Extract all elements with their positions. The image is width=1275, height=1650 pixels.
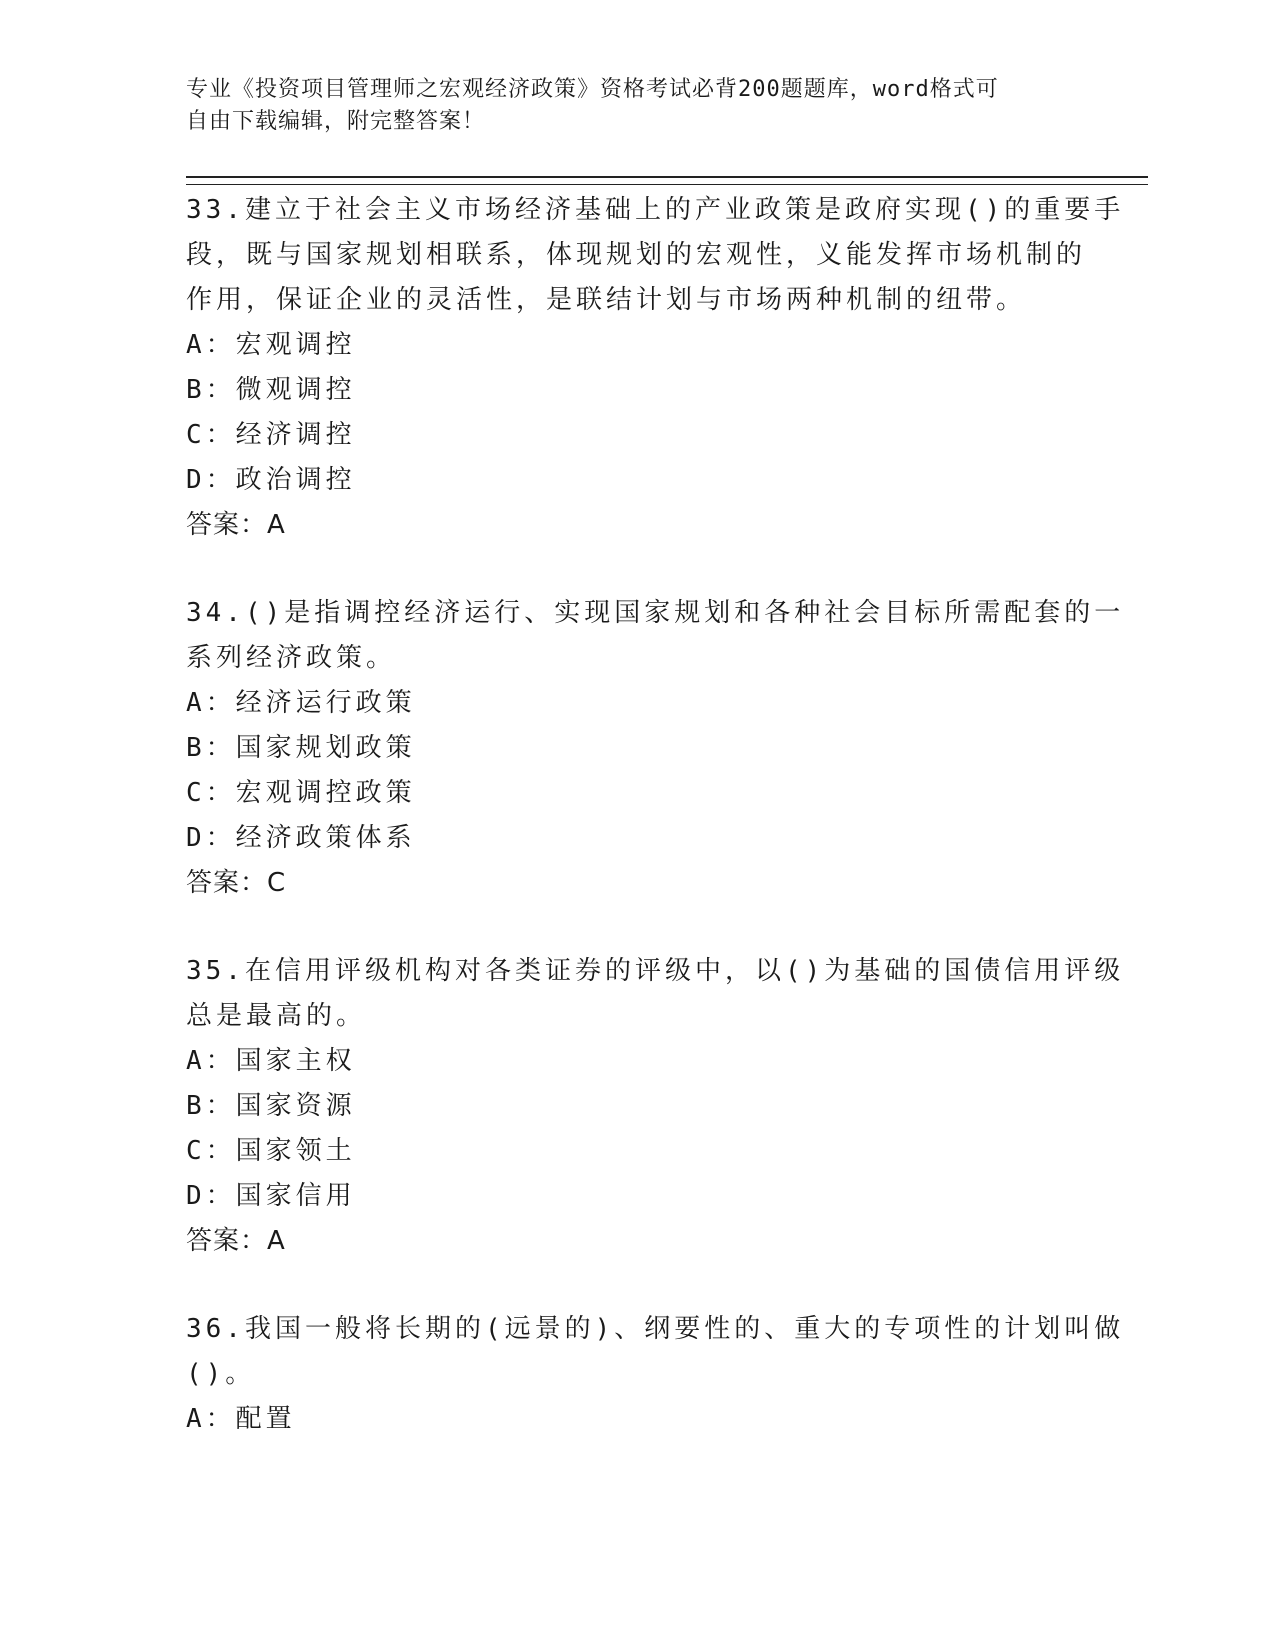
- question-34: [186, 591, 1125, 906]
- option-b: B：国家规划政策: [186, 733, 416, 763]
- question-text: 作用，保证企业的灵活性，是联结计划与市场两种机制的纽带。: [186, 285, 1027, 315]
- question-text: 34.()是指调控经济运行、实现国家规划和各种社会目标所需配套的一: [186, 598, 1125, 628]
- answer-line: 答案：A: [186, 510, 286, 540]
- question-text: 系列经济政策。: [186, 643, 397, 673]
- question-text: 35.在信用评级机构对各类证券的评级中，以()为基础的国债信用评级: [186, 956, 1125, 986]
- question-text: 33.建立于社会主义市场经济基础上的产业政策是政府实现()的重要手: [186, 195, 1125, 225]
- header-line-1: 专业《投资项目管理师之宏观经济政策》资格考试必背200题题库，word格式可: [186, 77, 999, 102]
- question-text: ()。: [186, 1359, 256, 1389]
- option-c: C：国家领土: [186, 1136, 356, 1166]
- header-divider: [186, 176, 1148, 185]
- option-c: C：宏观调控政策: [186, 778, 416, 808]
- answer-line: 答案：A: [186, 1226, 286, 1256]
- option-d: D：政治调控: [186, 465, 356, 495]
- option-a: A：国家主权: [186, 1046, 356, 1076]
- question-text: 总是最高的。: [186, 1001, 367, 1031]
- question-list: [186, 188, 1125, 1485]
- option-d: D：国家信用: [186, 1181, 356, 1211]
- header-line-2: 自由下载编辑，附完整答案！: [186, 109, 486, 134]
- option-d: D：经济政策体系: [186, 823, 416, 853]
- question-35: [186, 949, 1125, 1264]
- option-c: C：经济调控: [186, 420, 356, 450]
- question-36: [186, 1307, 1125, 1442]
- question-text: 36.我国一般将长期的(远景的)、纲要性的、重大的专项性的计划叫做: [186, 1314, 1125, 1344]
- option-a: A：配置: [186, 1404, 296, 1434]
- question-33: [186, 188, 1125, 548]
- question-text: 段，既与国家规划相联系，体现规划的宏观性，义能发挥市场机制的: [186, 240, 1087, 270]
- option-b: B：国家资源: [186, 1091, 356, 1121]
- option-a: A：经济运行政策: [186, 688, 416, 718]
- option-b: B：微观调控: [186, 375, 356, 405]
- document-header: [186, 74, 1066, 138]
- answer-line: 答案：C: [186, 868, 287, 898]
- option-a: A：宏观调控: [186, 330, 356, 360]
